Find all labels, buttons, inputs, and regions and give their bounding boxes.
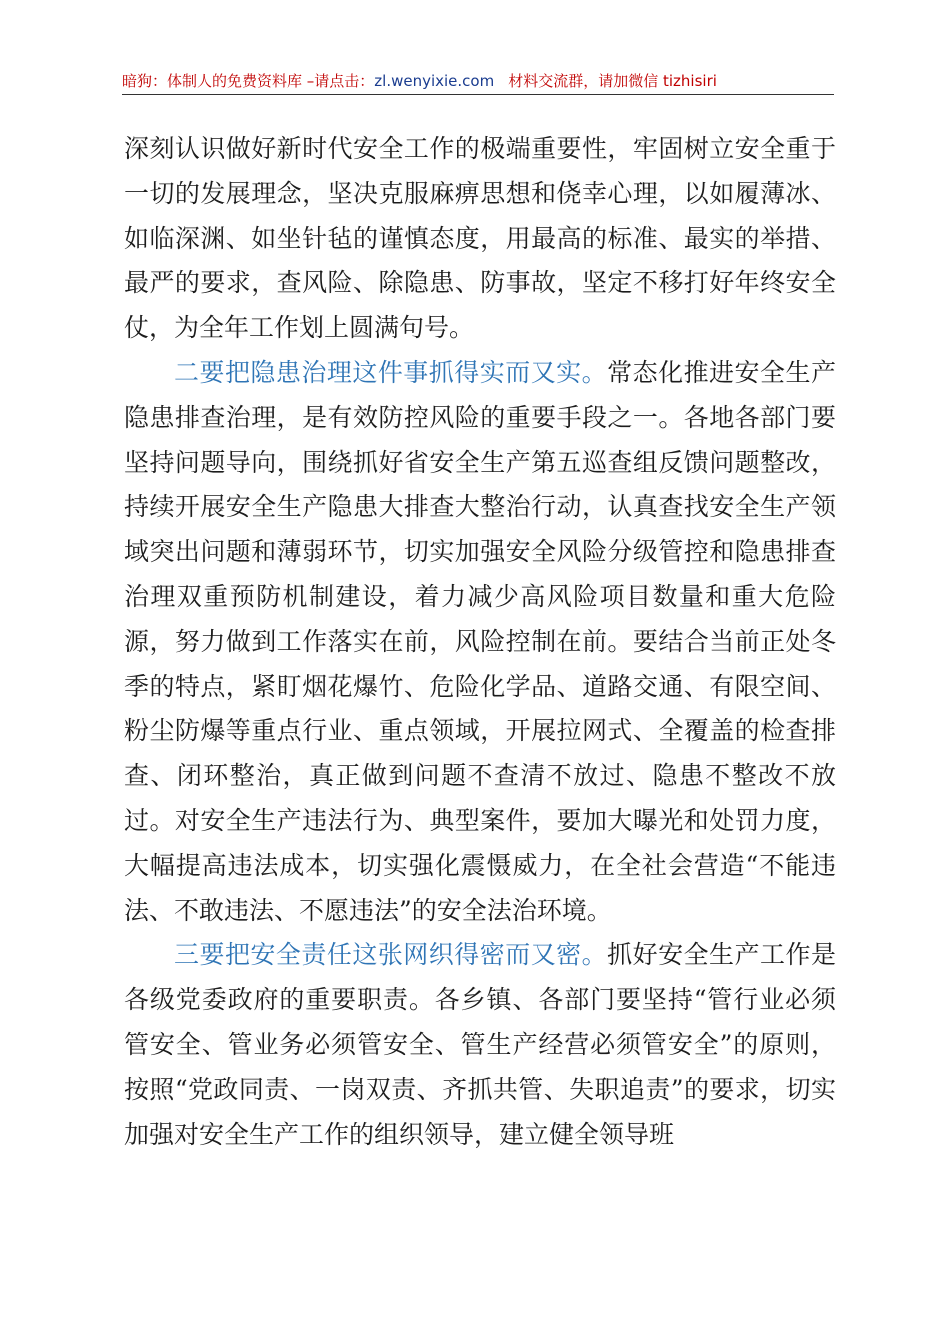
header-label: 暗狗：体制人的免费资料库 –请点击： [122,72,375,90]
header-divider [122,94,834,95]
paragraph-1 [124,127,836,351]
paragraph-3 [124,933,836,1157]
header-contact: 材料交流群，请加微信 tizhisiri [508,72,717,90]
paragraph-2 [124,351,836,933]
header-link[interactable]: zl.wenyixie.com [374,72,495,90]
page-header [122,68,834,94]
paragraph-text: 抓好安全生产工作是各级党委政府的重要职责。各乡镇、各部门要坚持“管行业必须管安全、管业务必须管安全、管生产经营必须管安全”的原则，按照“党政同责、一岗双责、齐抓共管、失职追责”的要求，切实加强对安全生产工作的组织领导，建立健全领导班 [124,940,836,1149]
document-body [124,127,836,1157]
paragraph-text: 常态化推进安全生产隐患排查治理，是有效防控风险的重要手段之一。各地各部门要坚持问题导向，围绕抓好省安全生产第五巡查组反馈问题整改，持续开展安全生产隐患大排查大整治行动，认真查找安全生产领域突出问题和薄弱环节，切实加强安全风险分级管控和隐患排查治理双重预防机制建设，着力减少高风险项目数量和重大危险源，努力做到工作落实在前，风险控制在前。要结合当前正处冬季的特点，紧盯烟花爆竹、危险化学品、道路交通、有限空间、粉尘防爆等重点行业、重点领域，开展拉网式、全覆盖的检查排查、闭环整治，真正做到问题不查清不放过、隐患不整改不放过。对安全生产违法行为、典型案件，要加大曝光和处罚力度，大幅提高违法成本，切实强化震慑威力，在全社会营造“不能违法、不敢违法、不愿违法”的安全法治环境。 [124,357,836,925]
paragraph-text: 深刻认识做好新时代安全工作的极端重要性，牢固树立安全重于一切的发展理念，坚决克服麻痹思想和侥幸心理，以如履薄冰、如临深渊、如坐针毡的谨慎态度，用最高的标准、最实的举措、最严的要求，查风险、除隐患、防事故，坚定不移打好年终安全仗，为全年工作划上圆满句号。 [124,134,836,343]
paragraph-heading: 二要把隐患治理这件事抓得实而又实。 [174,357,608,387]
paragraph-heading: 三要把安全责任这张网织得密而又密。 [174,940,608,970]
